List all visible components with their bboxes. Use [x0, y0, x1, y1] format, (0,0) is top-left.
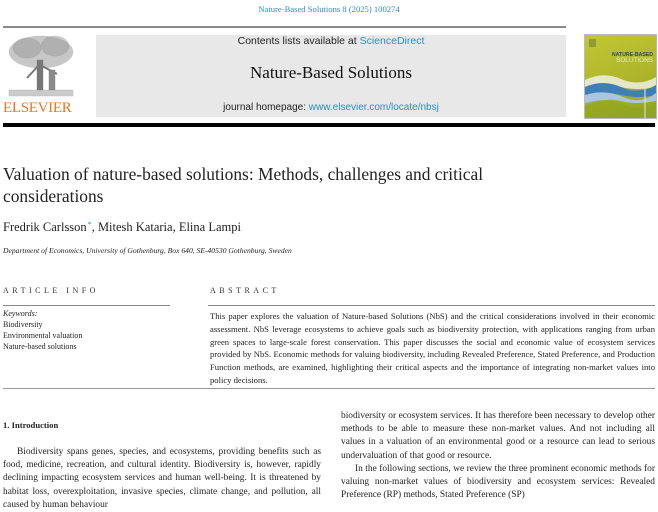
abstract-rule: [208, 305, 655, 306]
keyword-item: Environmental valuation: [3, 331, 83, 340]
homepage-link[interactable]: www.elsevier.com/locate/nbsj: [308, 102, 439, 113]
corresponding-author-mark[interactable]: *: [87, 220, 92, 229]
keyword-item: Biodiversity: [3, 320, 43, 329]
keywords-label: Keywords:: [3, 309, 38, 318]
body-column-right: [341, 410, 655, 502]
section-heading-introduction: 1. Introduction: [3, 420, 59, 430]
elsevier-logo[interactable]: [3, 34, 79, 118]
body-paragraph: In the following sections, we review the three prominent economic methods for valuing non-market values of biodiversity and ecosystem services: Revealed Preference (RP) methods, Stated Preference (SP): [341, 463, 655, 501]
body-column-left: [3, 446, 321, 512]
homepage-line: [96, 102, 566, 113]
article-info-rule: [3, 305, 170, 306]
publisher-wordmark: ELSEVIER: [3, 100, 72, 116]
header-top-rule: [3, 26, 566, 28]
journal-masthead: [96, 35, 566, 117]
keyword-item: Nature-based solutions: [3, 342, 77, 351]
homepage-prefix: journal homepage:: [223, 102, 309, 113]
contents-prefix: Contents lists available at: [237, 35, 360, 47]
cover-wave-graphic: [585, 35, 656, 118]
cover-title-line2: SOLUTIONS: [616, 57, 653, 64]
abstract-heading: ABSTRACT: [210, 286, 280, 295]
abstract-text: This paper explores the valuation of Nature-based Solutions (NbS) and the critical considerations involved in their economic assessment. NbS leverage ecosystems to achieve goals such as biodiversity protection, with applications ranging from urban green spaces to large-scale forest conservation. This paper discusses the social and economic value of ecosystem services provided by NbS. Economic methods for valuing biodiversity, including Revealed Preference, Stated Preference, and Production Function methods, are examined, highlighting their critical aspects and the importance of integrating non-market values into policy decisions.: [210, 311, 655, 385]
header-bottom-rule: [3, 123, 655, 127]
body-paragraph: Biodiversity spans genes, species, and ecosystems, providing benefits such as food, medicine, recreation, and cultural identity. Biodiversity is, however, rapidly declining impacting ecosystem services and human well-being. It is threatened by habitat loss, overexploitation, invasive species, climate change, and pollution, all caused by human behaviour: [3, 447, 321, 510]
contents-line: [96, 35, 566, 47]
author-separator: ,: [91, 220, 98, 234]
author-affiliation: Department of Economics, University of Gothenburg, Box 640, SE-40530 Gothenburg, Sweden: [3, 246, 292, 255]
elsevier-tree-icon: [5, 34, 77, 98]
author-name[interactable]: Elina Lampi: [178, 220, 241, 234]
journal-title: Nature-Based Solutions: [250, 63, 412, 82]
front-matter-bottom-rule: [3, 388, 655, 389]
body-paragraph: biodiversity or ecosystem services. It has therefore been necessary to develop other methods to be able to measure these non-market values. And not including all values in a valuation of an environmental good or a resource can lead to serious undervaluation of that good or resource.: [341, 411, 655, 461]
cover-title-line1: NATURE-BASED: [611, 52, 653, 58]
author-name[interactable]: Fredrik Carlsson: [3, 220, 87, 234]
author-name[interactable]: Mitesh Kataria: [97, 220, 173, 234]
author-separator: ,: [172, 220, 179, 234]
journal-citation[interactable]: Nature-Based Solutions 8 (2025) 100274: [258, 4, 400, 14]
article-title: Valuation of nature-based solutions: Methods, challenges and critical considerations: [3, 164, 484, 206]
article-info-heading: ARTICLE INFO: [3, 286, 99, 295]
author-list: [3, 220, 241, 235]
sciencedirect-link[interactable]: ScienceDirect: [359, 35, 425, 47]
journal-cover-image[interactable]: [584, 34, 657, 119]
